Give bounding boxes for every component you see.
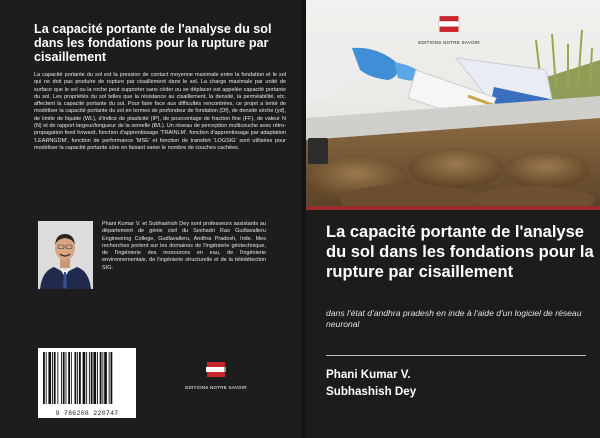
- isbn-barcode: [38, 348, 136, 418]
- front-cover-subtitle: dans l'état d'andhra pradesh en inde à l'aide d'un logiciel de réseau neuronal: [326, 308, 582, 329]
- author-photo: [38, 221, 93, 289]
- back-logo-text: EDITIONS NOTRE SAVOIR: [185, 385, 247, 390]
- back-cover-title: La capacité portante de l'analyse du sol dans les fondations pour la rupture par cisaillement: [34, 22, 272, 64]
- book-logo-icon: [436, 14, 462, 33]
- front-cover-title: La capacité portante de l'analyse du sol dans les fondations pour la rupture par cisaillement: [326, 223, 594, 281]
- front-logo-text: EDITIONS NOTRE SAVOIR: [418, 40, 480, 45]
- isbn-number: 9 786208 220747: [55, 410, 119, 417]
- title-divider: [326, 355, 586, 356]
- front-cover: [306, 0, 600, 438]
- soil-laboratory-photo: [306, 0, 600, 210]
- back-publisher-logo: [184, 360, 248, 390]
- front-publisher-logo: [409, 14, 489, 45]
- author-name: Subhashish Dey: [326, 385, 417, 398]
- front-cover-authors: [326, 366, 416, 400]
- author-biography: Phani Kumar V. et Subhashish Dey sont professeurs assistants au département de génie civil du Seshadri Rao Gudlavalleru Engineering College, Gudlavalleru, Andhra Pradesh, Inde. Mes recherches portent sur les domaines de l'ingénierie géotechnique, de l'ingénierie des ressources en eau, de l'ingénierie environnementale, de l'ingénierie structurelle et de la télédétection SIG.: [102, 221, 266, 271]
- book-logo-icon: [204, 360, 228, 378]
- author-name: Phani Kumar V.: [326, 368, 411, 381]
- back-cover-summary: La capacité portante du sol est la pression de contact moyenne maximale entre la fondation et le sol qui ne doit pas produire de rupture par cisaillement dans le sol. La charge maximale par unité de surface que le sol ou la roche peut supporter sans céder ou se déplacer est appelée capacité portante du sol. Les propriétés du sol telles que la résistance au cisaillement, la densité, la perméabilité, etc. affectent la capacité portante du sol. Pour faire face aux difficultés rencontrées, ce projet a tenté de modéliser la capacité portante du sol en termes de profondeur de fondation (Df), de densité sèche (γd), de limite de liquide (WL), d'indice de plasticité (IP), de pourcentage de fraction fine (FF), de valeur N (N) et de rapport largeur/longueur de la semelle (B/L). Un réseau de perception multicouche avec rétro-propagation feed forward, fonction d'apprentissage 'TRAINLM', fonction d'apprentissage par adaptation 'LEARNGDM', fonction de performance 'MSE' et fonction de transfert 'LOGSIG' sont utilisées pour modéliser la capacité portante sûre en faisant varier le nombre de couches cachées.: [34, 72, 286, 151]
